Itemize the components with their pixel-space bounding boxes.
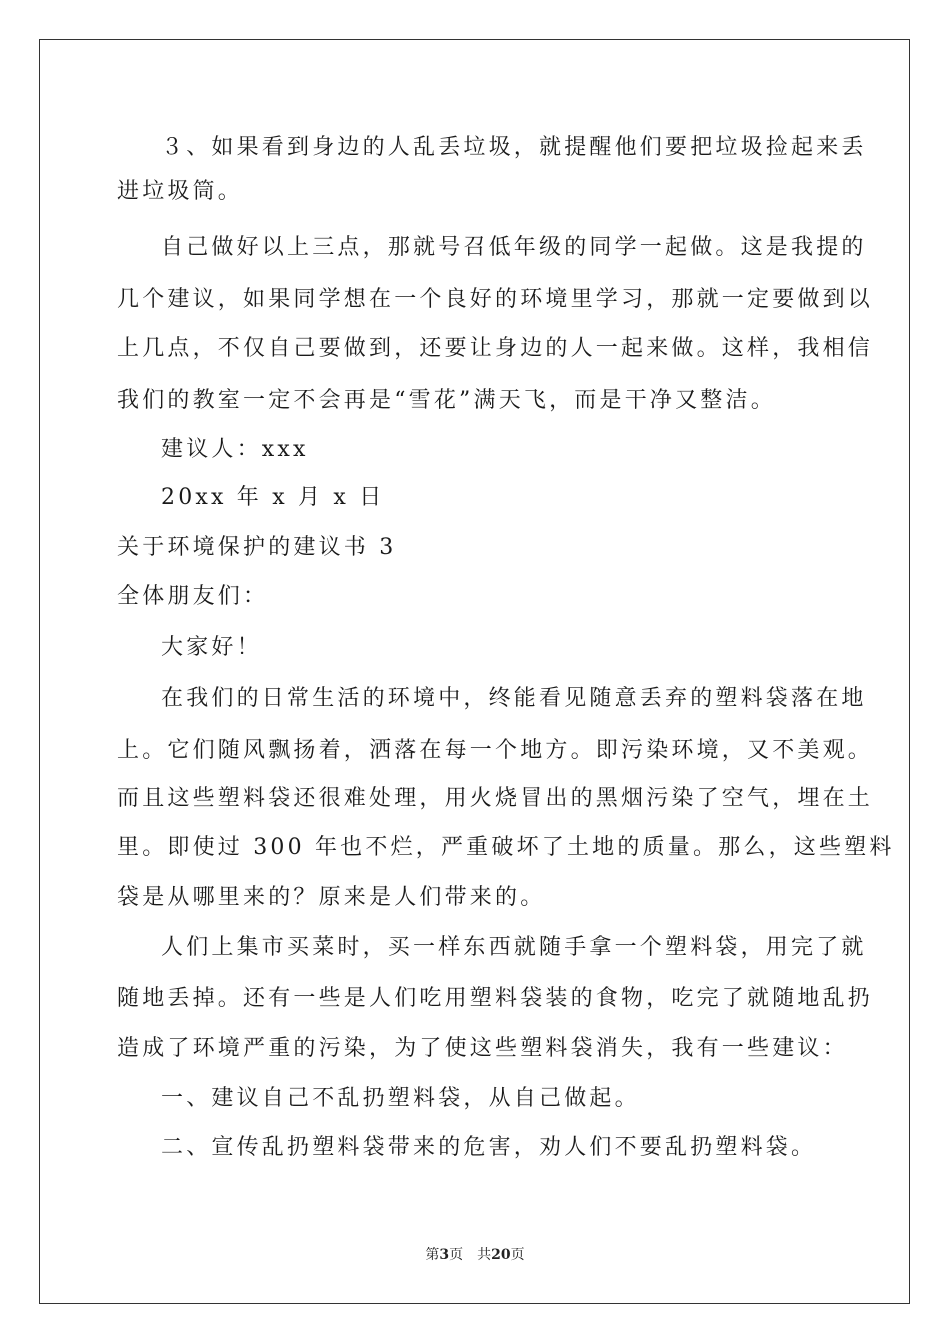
list-item: 二、宣传乱扔塑料袋带来的危害，劝人们不要乱扔塑料袋。 [161, 1135, 817, 1160]
paragraph-line: 进垃圾筒。 [117, 179, 244, 204]
current-page-number: 3 [439, 1247, 450, 1263]
date-line: 20xx 年 x 月 x 日 [161, 485, 385, 510]
paragraph-line: 在我们的日常生活的环境中，终能看见随意丢弃的塑料袋落在地 [161, 686, 867, 711]
greeting: 大家好！ [161, 635, 262, 660]
paragraph-line: ３、如果看到身边的人乱丢垃圾，就提醒他们要把垃圾捡起来丢 [161, 135, 867, 160]
signer-line: 建议人：xxx [161, 437, 309, 462]
paragraph-line: 人们上集市买菜时，买一样东西就随手拿一个塑料袋，用完了就 [161, 935, 867, 960]
total-page-number: 20 [491, 1247, 511, 1263]
paragraph-line: 里。即使过 300 年也不烂，严重破坏了土地的质量。那么，这些塑料 [117, 835, 895, 860]
page-footer [0, 1245, 950, 1265]
footer-total-unit: 页 [510, 1247, 525, 1263]
paragraph-line: 而且这些塑料袋还很难处理，用火烧冒出的黑烟污染了空气，埋在土 [117, 786, 874, 811]
footer-total-prefix: 共 [477, 1247, 492, 1263]
paragraph-line: 造成了环境严重的污染，为了使这些塑料袋消失，我有一些建议： [117, 1036, 848, 1061]
paragraph-line: 袋是从哪里来的？原来是人们带来的。 [117, 885, 546, 910]
footer-page-unit: 页 [449, 1247, 464, 1263]
paragraph-line: 自己做好以上三点，那就号召低年级的同学一起做。这是我提的 [161, 235, 867, 260]
paragraph-line: 上几点，不仅自己要做到，还要让身边的人一起来做。这样，我相信 [117, 336, 874, 361]
paragraph-line: 随地丢掉。还有一些是人们吃用塑料袋装的食物，吃完了就随地乱扔 [117, 986, 874, 1011]
paragraph-line: 上。它们随风飘扬着，洒落在每一个地方。即污染环境，又不美观。 [117, 738, 874, 763]
paragraph-line: 几个建议，如果同学想在一个良好的环境里学习，那就一定要做到以 [117, 287, 874, 312]
list-item: 一、建议自己不乱扔塑料袋，从自己做起。 [161, 1086, 640, 1111]
section-title: 关于环境保护的建议书 3 [117, 535, 397, 560]
salutation: 全体朋友们： [117, 584, 269, 609]
paragraph-line: 我们的教室一定不会再是“雪花”满天飞，而是干净又整洁。 [117, 388, 776, 413]
footer-prefix: 第 [425, 1247, 440, 1263]
